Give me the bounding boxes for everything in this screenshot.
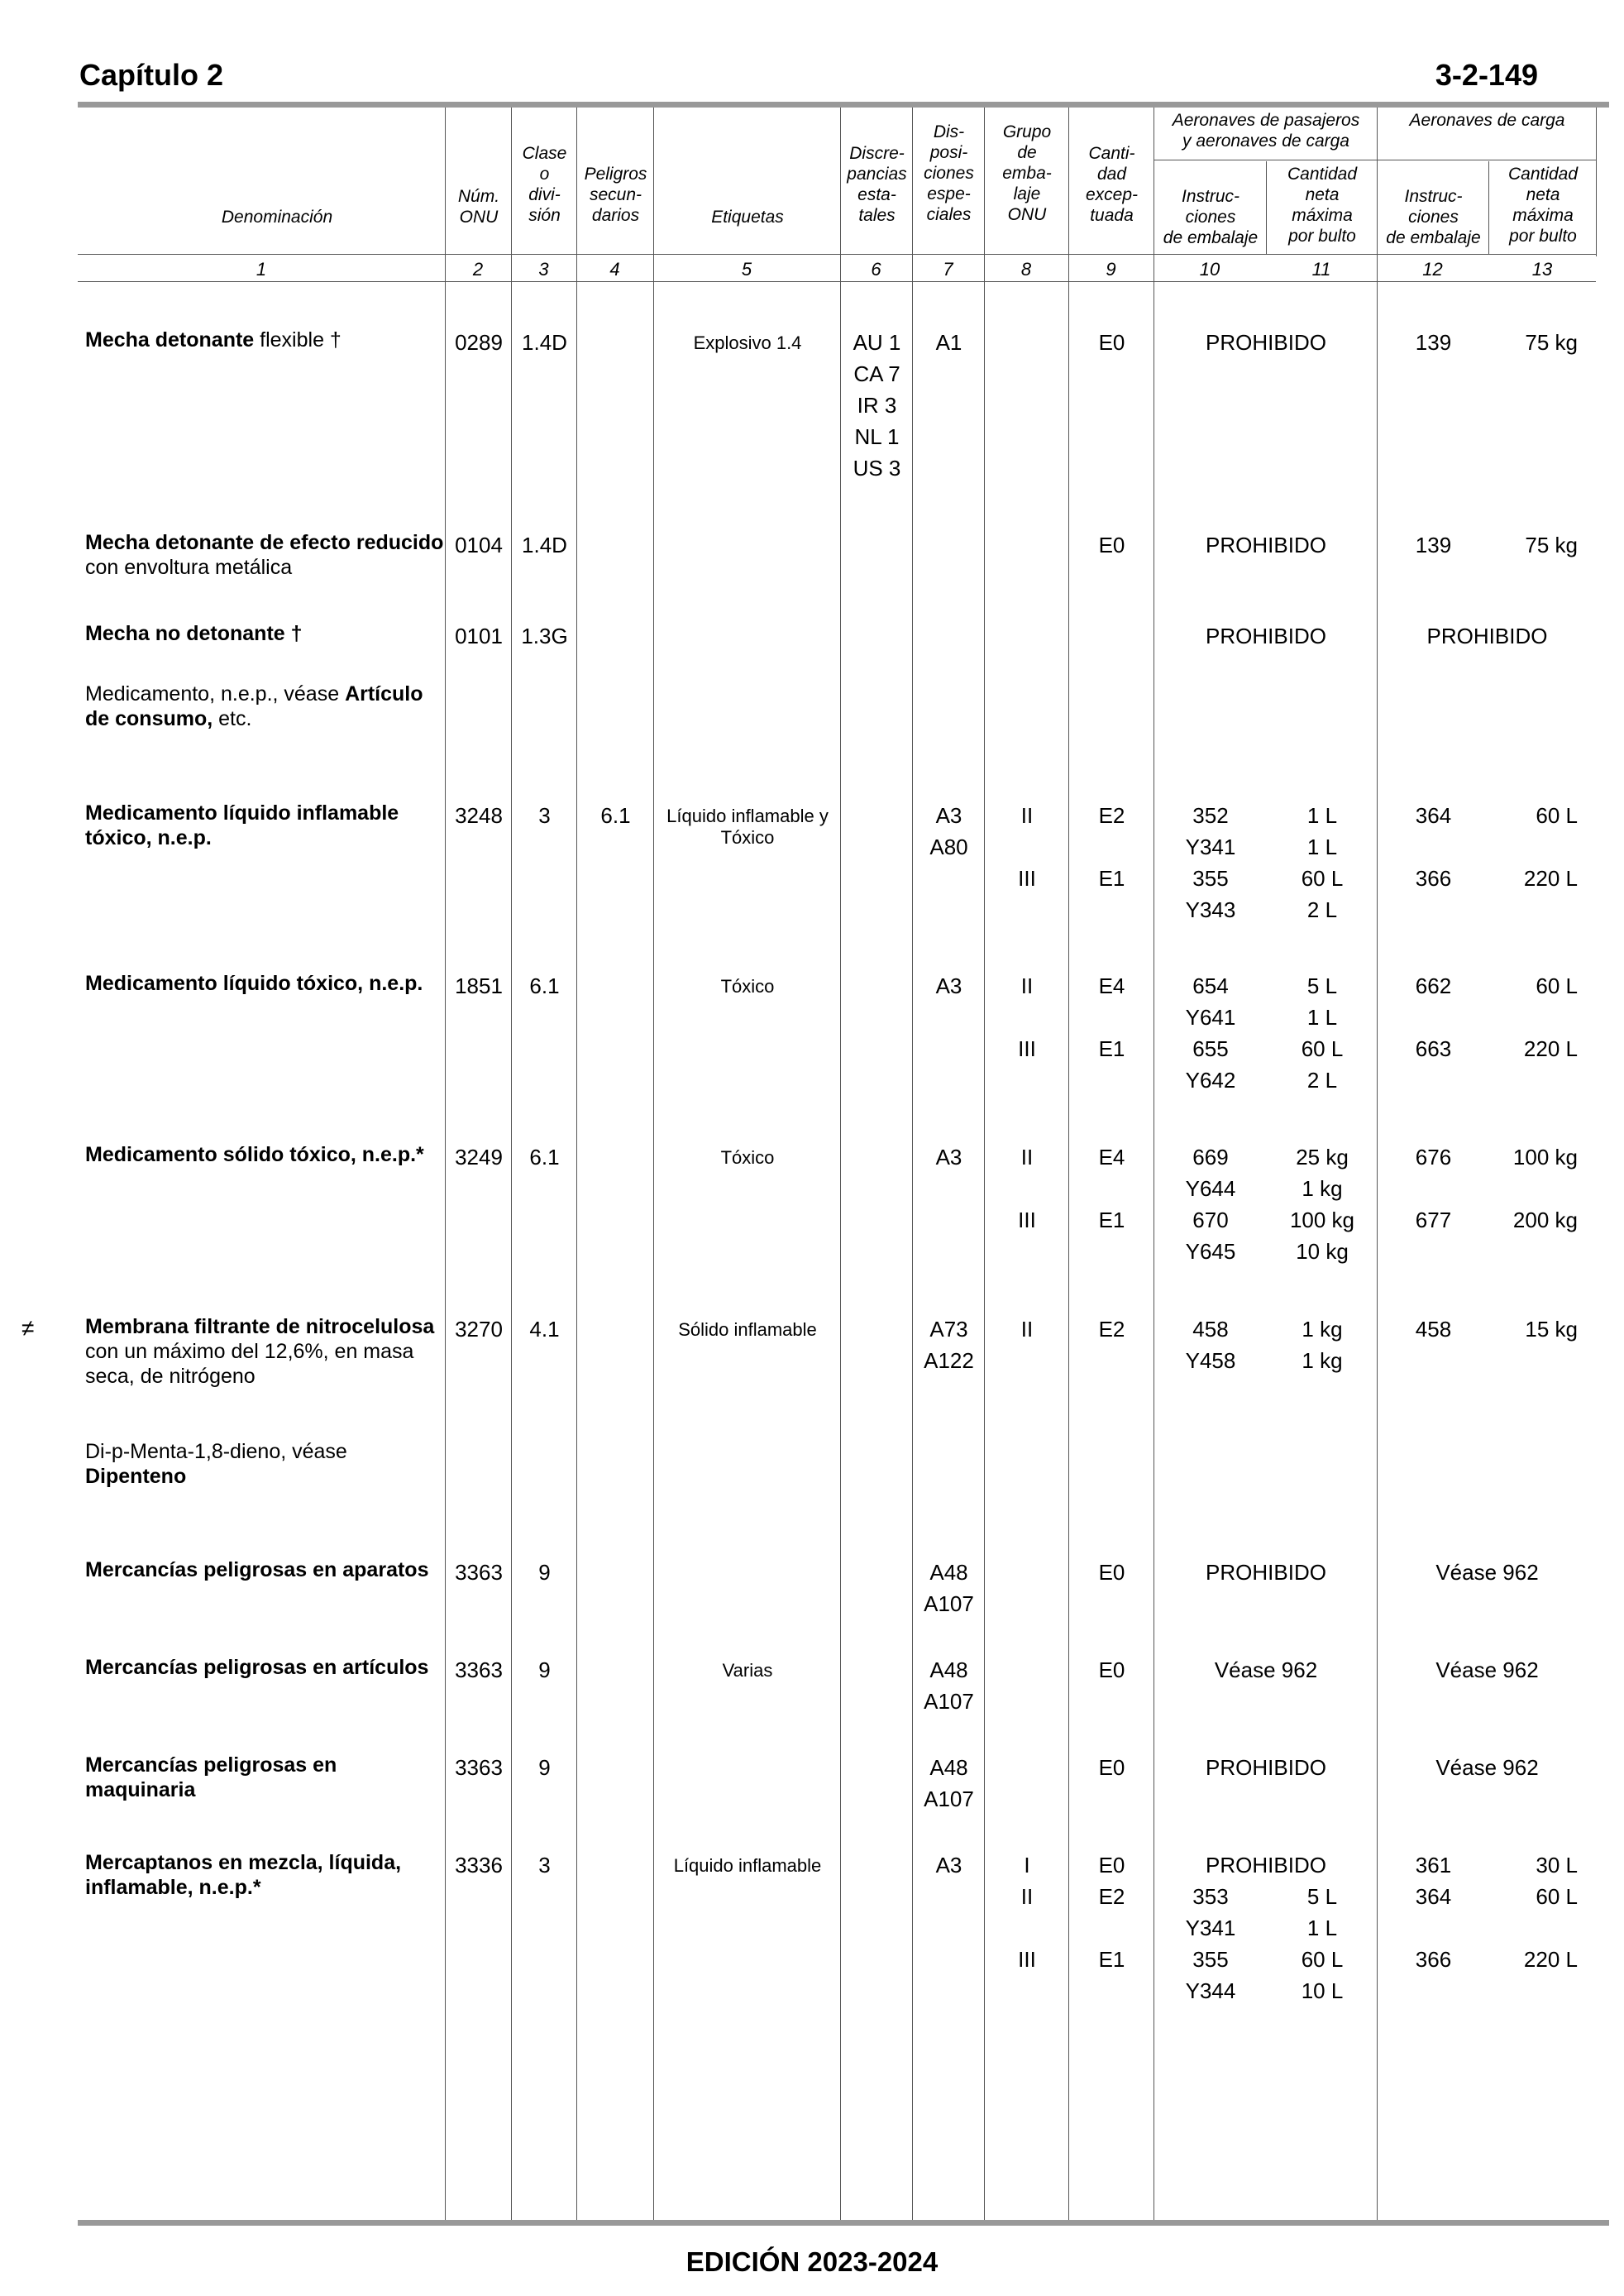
name-prefix: Medicamento, n.e.p., véase — [85, 682, 346, 706]
name-bold: Mecha detonante — [85, 328, 255, 352]
col-number: 1 — [256, 259, 267, 280]
cpi-value: 139 — [1415, 533, 1452, 557]
sv-value: NL 1 — [854, 424, 900, 449]
cpi-value: 663 — [1415, 1036, 1452, 1061]
pax-aircraft-note: PROHIBIDO — [1206, 624, 1326, 648]
cqty-value: 75 kg — [1525, 330, 1578, 355]
pi-value: Y341 — [1185, 835, 1236, 859]
col-pg-header: Grupo de emba- laje ONU — [1002, 122, 1052, 224]
pi-value: 654 — [1192, 973, 1229, 998]
qty-value: 100 kg — [1289, 1208, 1355, 1232]
un-number: 3249 — [455, 1145, 503, 1170]
cqty-value: 60 L — [1536, 973, 1578, 998]
qty-value: 2 L — [1306, 1068, 1338, 1093]
sp-value: A48 — [929, 1657, 968, 1682]
pg-value: II — [1020, 1145, 1034, 1170]
eq-value: E1 — [1098, 1947, 1125, 1972]
name-bold: Mercaptanos en mezcla, líquida, inflamable, n.e.p.* — [85, 1851, 402, 1899]
col-pax-group-header: Aeronaves de pasajeros y aeronaves de carga — [1172, 111, 1360, 151]
eq-value: E4 — [1098, 973, 1125, 998]
pi-value: Y644 — [1185, 1176, 1236, 1201]
entry-name — [85, 1439, 449, 1489]
cpi-value: 662 — [1415, 973, 1452, 998]
name-bold: Mercancías peligrosas en artículos — [85, 1656, 429, 1679]
pg-value: II — [1020, 1884, 1034, 1909]
name-bold: Medicamento sólido tóxico, n.e.p.* — [85, 1143, 424, 1166]
cpi-value: 676 — [1415, 1145, 1452, 1170]
un-number: 3270 — [455, 1317, 503, 1342]
un-number: 3363 — [455, 1560, 503, 1585]
name-rest: con envoltura metálica — [85, 556, 293, 579]
change-mark: ≠ — [21, 1315, 35, 1341]
chapter-title: Capítulo 2 — [79, 58, 224, 92]
name-bold: Mecha detonante de efecto reducido — [85, 531, 444, 554]
sp-value: A3 — [935, 973, 962, 998]
eq-value: E1 — [1098, 1208, 1125, 1232]
col-subrisk-header: Peligros secun- darios — [584, 165, 647, 225]
col-labels-header: Etiquetas — [711, 208, 784, 227]
eq-value: E4 — [1098, 1145, 1125, 1170]
qty-value: 5 L — [1306, 1884, 1338, 1909]
pax-aircraft-note: PROHIBIDO — [1206, 330, 1326, 355]
col-eq-header: Canti- dad excep- tuada — [1085, 144, 1139, 225]
qty-value: 1 kg — [1302, 1176, 1343, 1201]
col-special-header: Dis- posi- ciones espe- ciales — [924, 122, 974, 224]
class-division: 1.4D — [522, 330, 567, 355]
eq-value: E1 — [1098, 866, 1125, 891]
qty-value: 1 L — [1306, 803, 1338, 828]
hazard-label: Varias — [722, 1660, 773, 1681]
col-pax-pi-header: Instruc- ciones de embalaje — [1163, 187, 1259, 247]
un-number: 3336 — [455, 1853, 503, 1877]
class-division: 9 — [538, 1657, 551, 1682]
col-number: 5 — [741, 259, 752, 280]
name-bold: Membrana filtrante de nitrocelulosa — [85, 1315, 435, 1338]
qty-value: 60 L — [1301, 1036, 1344, 1061]
entry-name — [85, 621, 449, 646]
qty-value: 1 L — [1306, 1916, 1338, 1940]
sv-value: CA 7 — [853, 361, 900, 386]
pg-value: III — [1018, 1208, 1036, 1232]
qty-value: 60 L — [1301, 1947, 1344, 1972]
pg-value: III — [1018, 1947, 1036, 1972]
col-class-header: Clase o divi- sión — [522, 144, 567, 225]
entry-name — [85, 1753, 449, 1802]
col-number: 13 — [1531, 259, 1553, 280]
eq-value: E1 — [1098, 1036, 1125, 1061]
name-bold: Medicamento líquido inflamable tóxico, n.e.p. — [85, 801, 399, 849]
hazard-label: Tóxico — [720, 1147, 775, 1168]
class-division: 3 — [538, 803, 551, 828]
sv-value: US 3 — [853, 456, 901, 481]
sv-value: IR 3 — [857, 393, 897, 418]
col-number: 10 — [1199, 259, 1220, 280]
entry-name — [85, 1142, 449, 1167]
cpi-value: 366 — [1415, 866, 1452, 891]
class-division: 1.4D — [522, 533, 567, 557]
cpi-value: 677 — [1415, 1208, 1452, 1232]
cqty-value: 220 L — [1523, 866, 1578, 891]
qty-value: 60 L — [1301, 866, 1344, 891]
pg-value: II — [1020, 1317, 1034, 1342]
pi-value: 458 — [1192, 1317, 1229, 1342]
cpi-value: 364 — [1415, 1884, 1452, 1909]
col-cargo-qty-header: Cantidad neta máxima por bulto — [1507, 165, 1579, 246]
sp-value: A107 — [924, 1591, 974, 1616]
eq-value: E2 — [1098, 803, 1125, 828]
pg-value: II — [1020, 973, 1034, 998]
col-number: 12 — [1422, 259, 1443, 280]
col-cargo-pi-header: Instruc- ciones de embalaje — [1386, 187, 1481, 247]
cpi-value: 139 — [1415, 330, 1452, 355]
qty-value: 1 L — [1306, 1005, 1338, 1030]
eq-value: E2 — [1098, 1884, 1125, 1909]
name-bold: Medicamento líquido tóxico, n.e.p. — [85, 972, 423, 995]
pi-value: 669 — [1192, 1145, 1229, 1170]
sp-value: A3 — [935, 1853, 962, 1877]
eq-value: E0 — [1098, 1560, 1125, 1585]
entry-name — [85, 530, 449, 580]
col-number: 3 — [538, 259, 549, 280]
eq-value: E0 — [1098, 1853, 1125, 1877]
cqty-value: 30 L — [1536, 1853, 1578, 1877]
entry-name — [85, 1557, 449, 1582]
sp-value: A73 — [929, 1317, 968, 1342]
un-number: 1851 — [455, 973, 503, 998]
hazard-label: Explosivo 1.4 — [693, 332, 802, 353]
cpi-value: 364 — [1415, 803, 1452, 828]
cqty-value: 60 L — [1536, 803, 1578, 828]
sp-value: A80 — [929, 835, 968, 859]
cargo-aircraft-note: PROHIBIDO — [1426, 624, 1548, 648]
hazard-label: Líquido inflamable y Tóxico — [666, 806, 829, 848]
pi-value: Y645 — [1185, 1239, 1236, 1264]
eq-value: E2 — [1098, 1317, 1125, 1342]
cqty-value: 15 kg — [1525, 1317, 1578, 1342]
footer-rule — [78, 2220, 1609, 2226]
class-division: 4.1 — [529, 1317, 560, 1342]
name-bold: Dipenteno — [85, 1465, 187, 1488]
col-un-header: Núm. ONU — [457, 187, 500, 227]
class-division: 9 — [538, 1755, 551, 1780]
name-bold: Mercancías peligrosas en aparatos — [85, 1558, 429, 1581]
sv-value: AU 1 — [853, 330, 901, 355]
cqty-value: 75 kg — [1525, 533, 1578, 557]
pg-value: III — [1018, 866, 1036, 891]
pi-value: 355 — [1192, 866, 1229, 891]
pax-aircraft-note: PROHIBIDO — [1206, 533, 1326, 557]
cpi-value: 361 — [1415, 1853, 1452, 1877]
pi-value: Y344 — [1185, 1978, 1236, 2003]
class-division: 9 — [538, 1560, 551, 1585]
eq-value: E0 — [1098, 1755, 1125, 1780]
class-division: 6.1 — [529, 973, 560, 998]
entry-name — [85, 1655, 449, 1680]
cqty-value: 220 L — [1523, 1947, 1578, 1972]
pi-value: Y343 — [1185, 897, 1236, 922]
col-number: 7 — [943, 259, 953, 280]
hazard-label: Tóxico — [720, 976, 775, 997]
sp-value: A3 — [935, 803, 962, 828]
qty-value: 25 kg — [1296, 1145, 1349, 1170]
entry-name — [85, 328, 449, 352]
pg-value: II — [1020, 803, 1034, 828]
header-rule — [78, 102, 1609, 108]
un-number: 3363 — [455, 1755, 503, 1780]
cpi-value: 458 — [1415, 1317, 1452, 1342]
pi-value: 670 — [1192, 1208, 1229, 1232]
qty-value: 10 kg — [1296, 1239, 1349, 1264]
sp-value: A107 — [924, 1689, 974, 1714]
name-bold: Mercancías peligrosas en maquinaria — [85, 1753, 337, 1801]
entry-name — [85, 1850, 449, 1900]
un-number: 3363 — [455, 1657, 503, 1682]
entry-name — [85, 1314, 449, 1389]
hazard-label: Sólido inflamable — [678, 1319, 817, 1340]
entry-name — [85, 971, 449, 996]
cpi-value: 366 — [1415, 1947, 1452, 1972]
qty-value: 1 L — [1306, 835, 1338, 859]
col-number: 4 — [609, 259, 620, 280]
sp-value: A3 — [935, 1145, 962, 1170]
entry-name — [85, 682, 449, 731]
cargo-aircraft-note: Véase 962 — [1435, 1560, 1539, 1585]
col-state-var-header: Discre- pancias esta- tales — [847, 144, 907, 225]
pi-value: Y341 — [1185, 1916, 1236, 1940]
pi-value: 352 — [1192, 803, 1229, 828]
hazard-label: Líquido inflamable — [673, 1855, 822, 1876]
pi-value: 353 — [1192, 1884, 1229, 1909]
eq-value: E0 — [1098, 533, 1125, 557]
name-rest: flexible † — [254, 328, 342, 352]
page-number: 3-2-149 — [1435, 58, 1538, 92]
name-bold: Mecha no detonante † — [85, 622, 303, 645]
pi-value: 655 — [1192, 1036, 1229, 1061]
name-bold: Artículo de consumo, — [85, 682, 423, 730]
cargo-aircraft-note: Véase 962 — [1435, 1755, 1539, 1780]
cqty-value: 220 L — [1523, 1036, 1578, 1061]
col-number: 8 — [1020, 259, 1032, 280]
sp-value: A1 — [935, 330, 962, 355]
pg-value: I — [1024, 1853, 1030, 1877]
pi-value: 355 — [1192, 1947, 1229, 1972]
name-prefix: Di-p-Menta-1,8-dieno, véase — [85, 1440, 347, 1463]
pi-value: Y458 — [1185, 1348, 1236, 1373]
pax-aircraft-note: PROHIBIDO — [1206, 1560, 1326, 1585]
name-rest: etc. — [213, 707, 252, 730]
pax-aircraft-note: PROHIBIDO — [1206, 1853, 1326, 1877]
cqty-value: 60 L — [1536, 1884, 1578, 1909]
cargo-aircraft-note: Véase 962 — [1435, 1657, 1539, 1682]
qty-value: 2 L — [1306, 897, 1338, 922]
un-number: 0104 — [455, 533, 503, 557]
cqty-value: 200 kg — [1512, 1208, 1578, 1232]
col-pax-qty-header: Cantidad neta máxima por bulto — [1287, 165, 1358, 246]
entry-name — [85, 801, 449, 850]
sp-value: A122 — [924, 1348, 974, 1373]
un-number: 0101 — [455, 624, 503, 648]
sp-value: A48 — [929, 1755, 968, 1780]
pi-value: Y642 — [1185, 1068, 1236, 1093]
class-division: 6.1 — [529, 1145, 560, 1170]
cqty-value: 100 kg — [1512, 1145, 1578, 1170]
col-number: 11 — [1311, 259, 1331, 280]
eq-value: E0 — [1098, 1657, 1125, 1682]
pax-aircraft-note: Véase 962 — [1214, 1657, 1318, 1682]
col-name-header: Denominación — [221, 208, 333, 227]
pg-value: III — [1018, 1036, 1036, 1061]
class-division: 1.3G — [521, 624, 568, 648]
eq-value: E0 — [1098, 330, 1125, 355]
pax-aircraft-note: PROHIBIDO — [1206, 1755, 1326, 1780]
subsidiary-risk: 6.1 — [600, 803, 631, 828]
name-rest: con un máximo del 12,6%, en masa seca, de nitrógeno — [85, 1340, 414, 1388]
col-number: 6 — [871, 259, 881, 280]
class-division: 3 — [538, 1853, 551, 1877]
un-number: 0289 — [455, 330, 503, 355]
col-number: 9 — [1106, 259, 1116, 280]
edition-footer: EDICIÓN 2023-2024 — [685, 2246, 939, 2277]
col-number: 2 — [472, 259, 484, 280]
col-cargo-group-header: Aeronaves de carga — [1409, 111, 1565, 130]
qty-value: 10 L — [1301, 1978, 1344, 2003]
qty-value: 5 L — [1306, 973, 1338, 998]
qty-value: 1 kg — [1302, 1317, 1343, 1342]
sp-value: A107 — [924, 1787, 974, 1811]
qty-value: 1 kg — [1302, 1348, 1343, 1373]
pi-value: Y641 — [1185, 1005, 1236, 1030]
sp-value: A48 — [929, 1560, 968, 1585]
un-number: 3248 — [455, 803, 503, 828]
